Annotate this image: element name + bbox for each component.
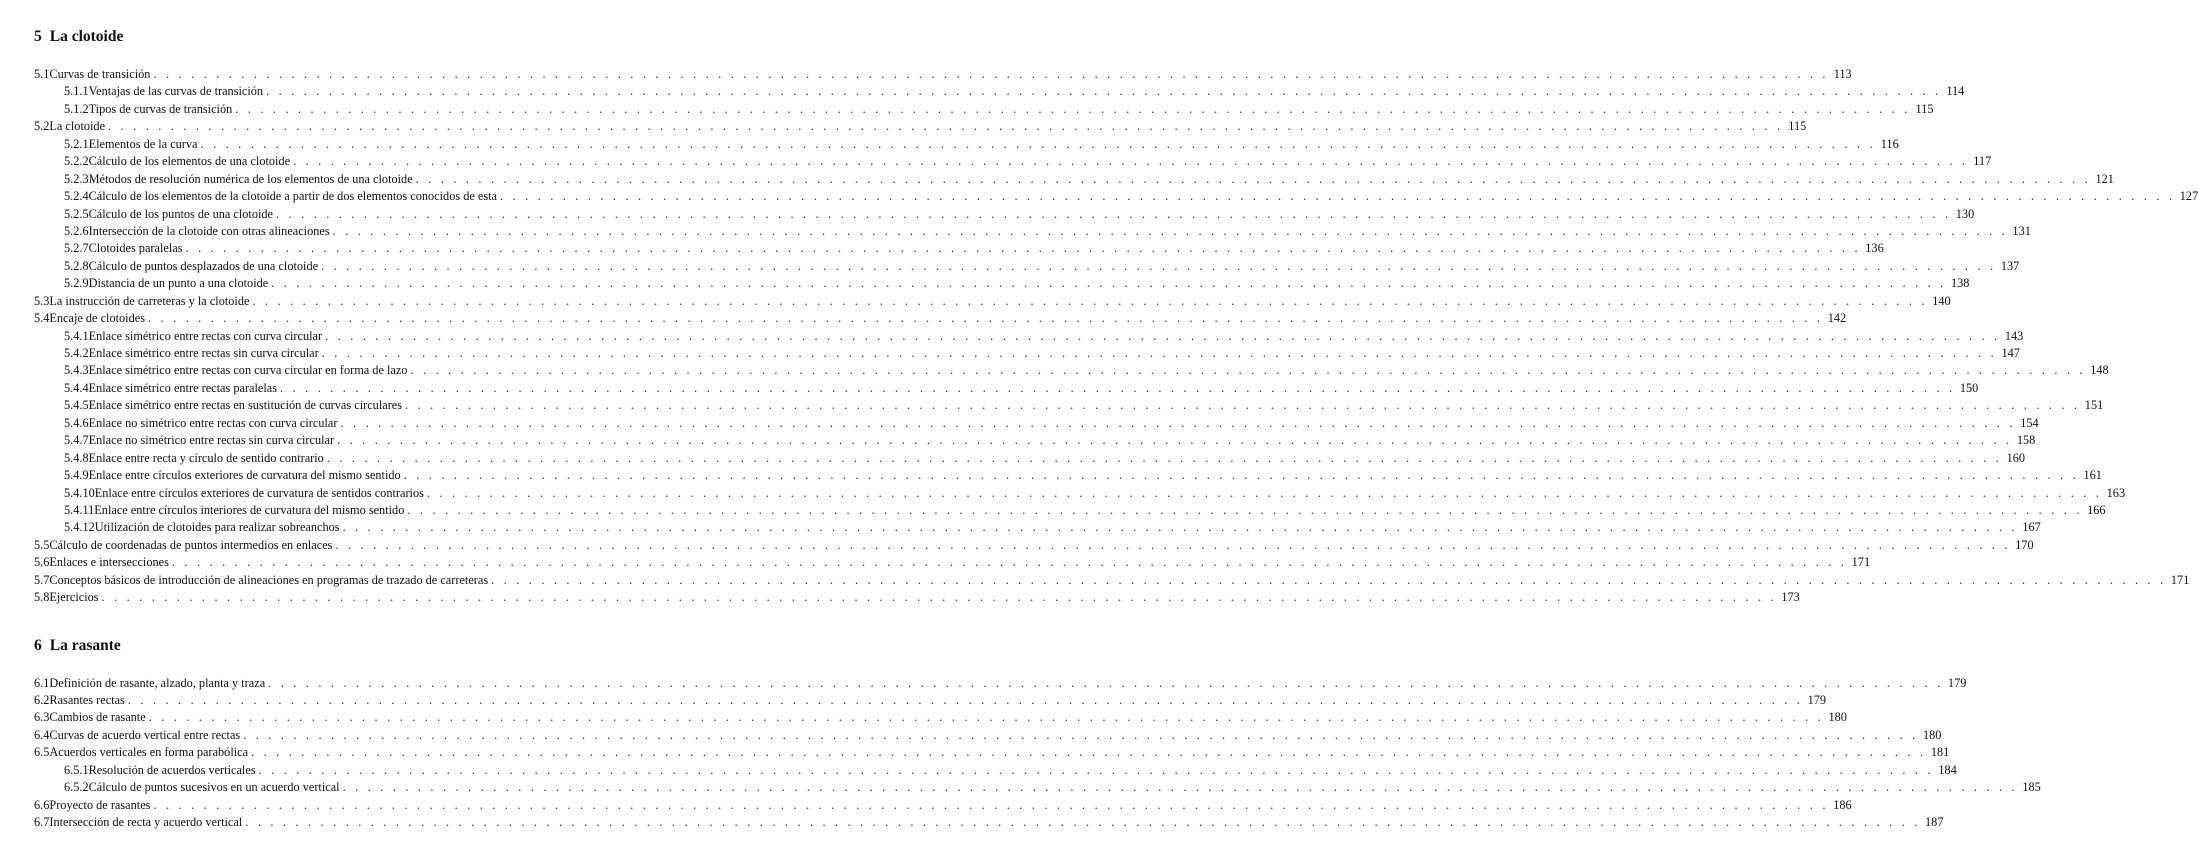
toc-entry-number: 5.2.7: [64, 241, 89, 256]
chapter-title-text: La rasante: [49, 636, 121, 654]
toc-entry: [34, 223, 2031, 240]
toc-entry-page: 138: [1950, 276, 1970, 291]
toc-entry: [34, 275, 1970, 292]
toc-entry-number: 6.3: [34, 710, 50, 725]
dot-leader: [102, 589, 1777, 606]
dot-leader: [427, 485, 2102, 502]
dot-leader: [243, 727, 1918, 744]
toc-entry-page: 142: [1827, 311, 1847, 326]
toc-entry: [34, 328, 2024, 345]
dot-leader: [271, 275, 1946, 292]
toc-entry-number: 5.5: [34, 537, 50, 552]
toc-entry-title: Enlace entre círculos exteriores de curvatura de sentidos contrarios: [94, 485, 424, 500]
toc-entry: [34, 66, 1852, 83]
toc-entry-page: 184: [1938, 762, 1957, 777]
toc-entry: [34, 744, 1950, 761]
toc-entry-number: 5.4.12: [64, 520, 95, 535]
toc-entry: [34, 101, 1934, 118]
toc-entry-page: 143: [2004, 328, 2024, 343]
toc-entry-title: Cálculo de puntos desplazados de una clotoide: [88, 258, 319, 273]
chapter-6: [34, 635, 2041, 832]
toc-entry-page: 186: [1833, 797, 1852, 812]
dot-leader: [251, 744, 1926, 761]
dot-leader: [252, 293, 1927, 310]
toc-entry: [34, 258, 2020, 275]
chapter-5: [34, 26, 2198, 607]
toc-entry-page: 154: [2020, 415, 2039, 430]
toc-entry-title: La instrucción de carreteras y la clotoide: [49, 293, 250, 308]
toc-entry-page: 113: [1833, 67, 1852, 81]
toc-entry-number: 5.4.11: [64, 502, 95, 517]
dot-leader: [337, 432, 2012, 449]
dot-leader: [153, 66, 1828, 83]
dot-leader: [404, 467, 2079, 484]
toc-entry: [34, 485, 2126, 502]
toc-entry: [34, 814, 1944, 831]
toc-entry-number: 5.2.1: [64, 136, 89, 151]
chapter-title: [34, 635, 574, 657]
dot-leader: [491, 572, 2166, 589]
toc-entry-page: 121: [2095, 171, 2114, 186]
toc-entry-page: 136: [1865, 241, 1884, 256]
dot-leader: [235, 101, 1910, 118]
toc-entry-title: Resolución de acuerdos verticales: [88, 762, 256, 777]
toc-entry-title: Cálculo de los elementos de la clotoide a partir de dos elementos conocidos de esta: [88, 189, 497, 204]
toc-entry-page: 181: [1930, 745, 1950, 760]
toc-entry-title: Enlace simétrico entre rectas sin curva circular: [88, 346, 319, 360]
toc-entry-page: 151: [2084, 398, 2104, 413]
toc-entry-number: 6.6: [34, 797, 50, 812]
dot-leader: [293, 153, 1968, 170]
toc-entry-page: 130: [1955, 206, 1975, 221]
toc-entry-number: 6.4: [34, 727, 50, 742]
toc-entry-number: 5.2: [34, 119, 50, 134]
toc-entry-page: 171: [1851, 555, 1871, 570]
toc-entry-page: 163: [2106, 485, 2126, 500]
toc-entry: [34, 537, 2034, 554]
toc-entry-page: 170: [2015, 537, 2034, 552]
toc-entry-number: 5.4: [34, 311, 50, 326]
toc-entry-title: La clotoide: [49, 119, 106, 134]
toc-entry: [34, 345, 2020, 362]
toc-entry-number: 5.2.4: [64, 189, 89, 204]
toc-entry-number: 6.7: [34, 815, 50, 830]
toc-entry-page: 161: [2083, 468, 2102, 483]
toc-page: [34, 26, 2198, 832]
toc-entry: [34, 380, 1979, 397]
toc-entry-page: 158: [2016, 433, 2036, 448]
dot-leader: [322, 345, 1997, 362]
toc-entry-page: 171: [2170, 572, 2190, 587]
toc-entry: [34, 572, 2190, 589]
chapter-number: 5: [34, 28, 42, 45]
toc-entry-title: Proyecto de rasantes: [49, 797, 151, 812]
toc-entry-page: 173: [1781, 590, 1800, 605]
toc-entry: [34, 762, 1957, 779]
dot-leader: [405, 397, 2080, 414]
toc-entry-title: Cálculo de los puntos de una clotoide: [88, 206, 274, 221]
chapter-number: 6: [34, 636, 42, 654]
toc-entry-number: 6.5.1: [64, 762, 89, 777]
toc-entry-title: Enlace entre círculos interiores de curvatura del mismo sentido: [94, 502, 405, 517]
toc-entry-title: Cálculo de puntos sucesivos en un acuerdo vertical: [88, 780, 340, 795]
toc-entry: [34, 136, 1899, 153]
dot-leader: [327, 450, 2002, 467]
toc-entry-page: 167: [2022, 520, 2041, 535]
toc-entry-number: 5.1.1: [64, 84, 89, 99]
toc-entry-page: 179: [1807, 693, 1827, 707]
toc-entry-number: 5.8: [34, 590, 50, 605]
toc-entry-title: Enlace no simétrico entre rectas con curva circular: [88, 415, 338, 430]
toc-entry-page: 179: [1947, 675, 1967, 690]
toc-entry-number: 6.5.2: [64, 780, 89, 795]
toc-entry-page: 115: [1915, 101, 1934, 116]
toc-entry-number: 5.2.5: [64, 206, 89, 221]
toc-entry: [34, 502, 2106, 519]
dot-leader: [416, 171, 2091, 188]
toc-entry-page: 140: [1932, 293, 1951, 308]
toc-entry-title: Cambios de rasante: [49, 710, 146, 725]
toc-entry-number: 5.6: [34, 555, 50, 570]
toc-entry: [34, 519, 2041, 536]
toc-entry-title: Distancia de un punto a una clotoide: [88, 276, 269, 291]
dot-leader: [201, 136, 1876, 153]
toc-entry-title: Curvas de acuerdo vertical entre rectas: [49, 727, 241, 742]
toc-entry: [34, 171, 2114, 188]
toc-entry-number: 5.4.10: [64, 485, 95, 500]
dot-leader: [343, 779, 2018, 796]
toc-entry-page: 147: [2001, 346, 2020, 360]
dot-leader: [245, 814, 1920, 831]
toc-entry-number: 5.2.2: [64, 154, 89, 169]
toc-entry-page: 127: [2179, 189, 2198, 204]
toc-entry-title: Definición de rasante, alzado, planta y traza: [49, 675, 266, 690]
toc-entry-page: 148: [2090, 363, 2109, 378]
toc-entry-page: 116: [1880, 136, 1899, 151]
toc-entry-number: 5.4.6: [64, 415, 89, 430]
toc-entry-title: Acuerdos verticales en forma parabólica: [49, 745, 249, 760]
toc-entry-title: Intersección de recta y acuerdo vertical: [49, 815, 243, 830]
dot-leader: [321, 258, 1996, 275]
toc-entry: [34, 797, 1852, 814]
toc-entry-page: 187: [1925, 815, 1944, 830]
toc-entry-title: Enlaces e intersecciones: [49, 555, 169, 570]
toc-entry-number: 5.4.1: [64, 328, 89, 343]
toc-entry-title: Enlace no simétrico entre rectas sin curva circular: [88, 433, 335, 448]
toc-entry-title: Curvas de transición: [49, 67, 151, 81]
chapter-title: [34, 26, 574, 48]
toc-entry: [34, 397, 2104, 414]
toc-entry: [34, 153, 1992, 170]
toc-entry-title: Intersección de la clotoide con otras alineaciones: [88, 223, 330, 238]
toc-entry-number: 6.1: [34, 675, 50, 690]
toc-entry-page: 180: [1922, 727, 1942, 742]
toc-entry-title: Enlace simétrico entre rectas con curva circular en forma de lazo: [88, 363, 408, 378]
toc-entry-page: 115: [1788, 119, 1807, 134]
dot-leader: [276, 206, 1951, 223]
dot-leader: [325, 328, 2000, 345]
toc-entry-title: Ejercicios: [49, 590, 99, 605]
toc-entry-page: 117: [1973, 154, 1992, 169]
toc-entry-title: Métodos de resolución numérica de los elementos de una clotoide: [88, 171, 413, 186]
toc-entry-number: 5.1: [34, 67, 50, 81]
dot-leader: [407, 502, 2082, 519]
toc-entry-number: 5.4.8: [64, 450, 89, 465]
toc-entry-number: 6.5: [34, 745, 50, 760]
dot-leader: [153, 797, 1828, 814]
dot-leader: [108, 118, 1783, 135]
toc-entry: [34, 467, 2102, 484]
toc-entry: [34, 727, 1942, 744]
toc-entry-title: Conceptos básicos de introducción de alineaciones en programas de trazado de carreteras: [49, 572, 489, 587]
toc-entry-number: 5.1.2: [64, 101, 89, 116]
toc-entry: [34, 118, 1807, 135]
toc-entry-number: 5.2.9: [64, 276, 89, 291]
toc-entry: [34, 450, 2026, 467]
dot-leader: [335, 537, 2010, 554]
toc-entry-page: 131: [2012, 223, 2031, 238]
toc-entry-number: 5.2.6: [64, 223, 89, 238]
toc-entry: [34, 293, 1951, 310]
toc-entry-title: Rasantes rectas: [49, 693, 125, 707]
toc-entry-number: 5.7: [34, 572, 50, 587]
toc-entry-title: Enlace entre círculos exteriores de curvatura del mismo sentido: [88, 468, 401, 483]
toc-entry: [34, 83, 1965, 100]
toc-entry-number: 5.4.2: [64, 346, 89, 360]
dot-leader: [333, 223, 2008, 240]
toc-entry-title: Clotoides paralelas: [88, 241, 183, 256]
toc-entry-title: Encaje de clotoides: [49, 311, 145, 326]
toc-entry-title: Enlace simétrico entre rectas en sustitución de curvas circulares: [88, 398, 403, 413]
toc-entry-page: 185: [2022, 780, 2041, 795]
toc-entry-title: Tipos de curvas de transición: [88, 101, 233, 116]
toc-entry: [34, 240, 1884, 257]
toc-entry: [34, 779, 2041, 796]
dot-leader: [149, 709, 1824, 726]
toc-entry-page: 137: [2000, 258, 2020, 273]
toc-entry: [34, 554, 1871, 571]
toc-entry: [34, 415, 2039, 432]
toc-entry: [34, 675, 1967, 692]
toc-entry-page: 150: [1959, 380, 1979, 395]
toc-entry: [34, 709, 1847, 726]
toc-entry: [34, 310, 1847, 327]
dot-leader: [500, 188, 2175, 205]
toc-entry-number: 5.2.3: [64, 171, 89, 186]
toc-entry: [34, 362, 2109, 379]
toc-entry-title: Enlace entre recta y círculo de sentido contrario: [88, 450, 324, 465]
toc-entry: [34, 589, 1800, 606]
dot-leader: [128, 692, 1803, 709]
toc-entry: [34, 188, 2198, 205]
toc-entry-number: 6.2: [34, 693, 50, 707]
toc-entry: [34, 432, 2036, 449]
toc-entry: [34, 206, 1975, 223]
toc-list: [34, 66, 2198, 607]
toc-entry-number: 5.4.4: [64, 380, 89, 395]
toc-entry-page: 160: [2006, 450, 2026, 465]
dot-leader: [340, 415, 2015, 432]
toc-entry-title: Ventajas de las curvas de transición: [88, 84, 264, 99]
dot-leader: [343, 519, 2018, 536]
toc-entry-title: Cálculo de los elementos de una clotoide: [88, 154, 291, 169]
toc-entry-number: 5.4.9: [64, 468, 89, 483]
toc-entry-number: 5.4.7: [64, 433, 89, 448]
dot-leader: [186, 240, 1861, 257]
dot-leader: [280, 380, 1955, 397]
toc-entry-title: Cálculo de coordenadas de puntos intermedios en enlaces: [49, 537, 333, 552]
toc-entry-number: 5.2.8: [64, 258, 89, 273]
toc-entry-page: 180: [1828, 710, 1847, 725]
dot-leader: [148, 310, 1823, 327]
toc-entry-title: Elementos de la curva: [88, 136, 198, 151]
toc-entry-title: Utilización de clotoides para realizar sobreanchos: [94, 520, 340, 535]
toc-list: [34, 675, 2041, 832]
toc-entry-number: 5.3: [34, 293, 50, 308]
chapter-title-text: La clotoide: [49, 28, 124, 45]
dot-leader: [266, 83, 1941, 100]
toc-entry-page: 166: [2087, 502, 2106, 517]
dot-leader: [268, 675, 1943, 692]
toc-entry-title: Enlace simétrico entre rectas con curva circular: [88, 328, 323, 343]
toc-entry-number: 5.4.5: [64, 398, 89, 413]
toc-entry-title: Enlace simétrico entre rectas paralelas: [88, 380, 278, 395]
dot-leader: [172, 554, 1847, 571]
toc-entry: [34, 692, 1827, 709]
dot-leader: [259, 762, 1934, 779]
toc-entry-number: 5.4.3: [64, 363, 89, 378]
dot-leader: [410, 362, 2085, 379]
toc-entry-page: 114: [1946, 84, 1965, 99]
